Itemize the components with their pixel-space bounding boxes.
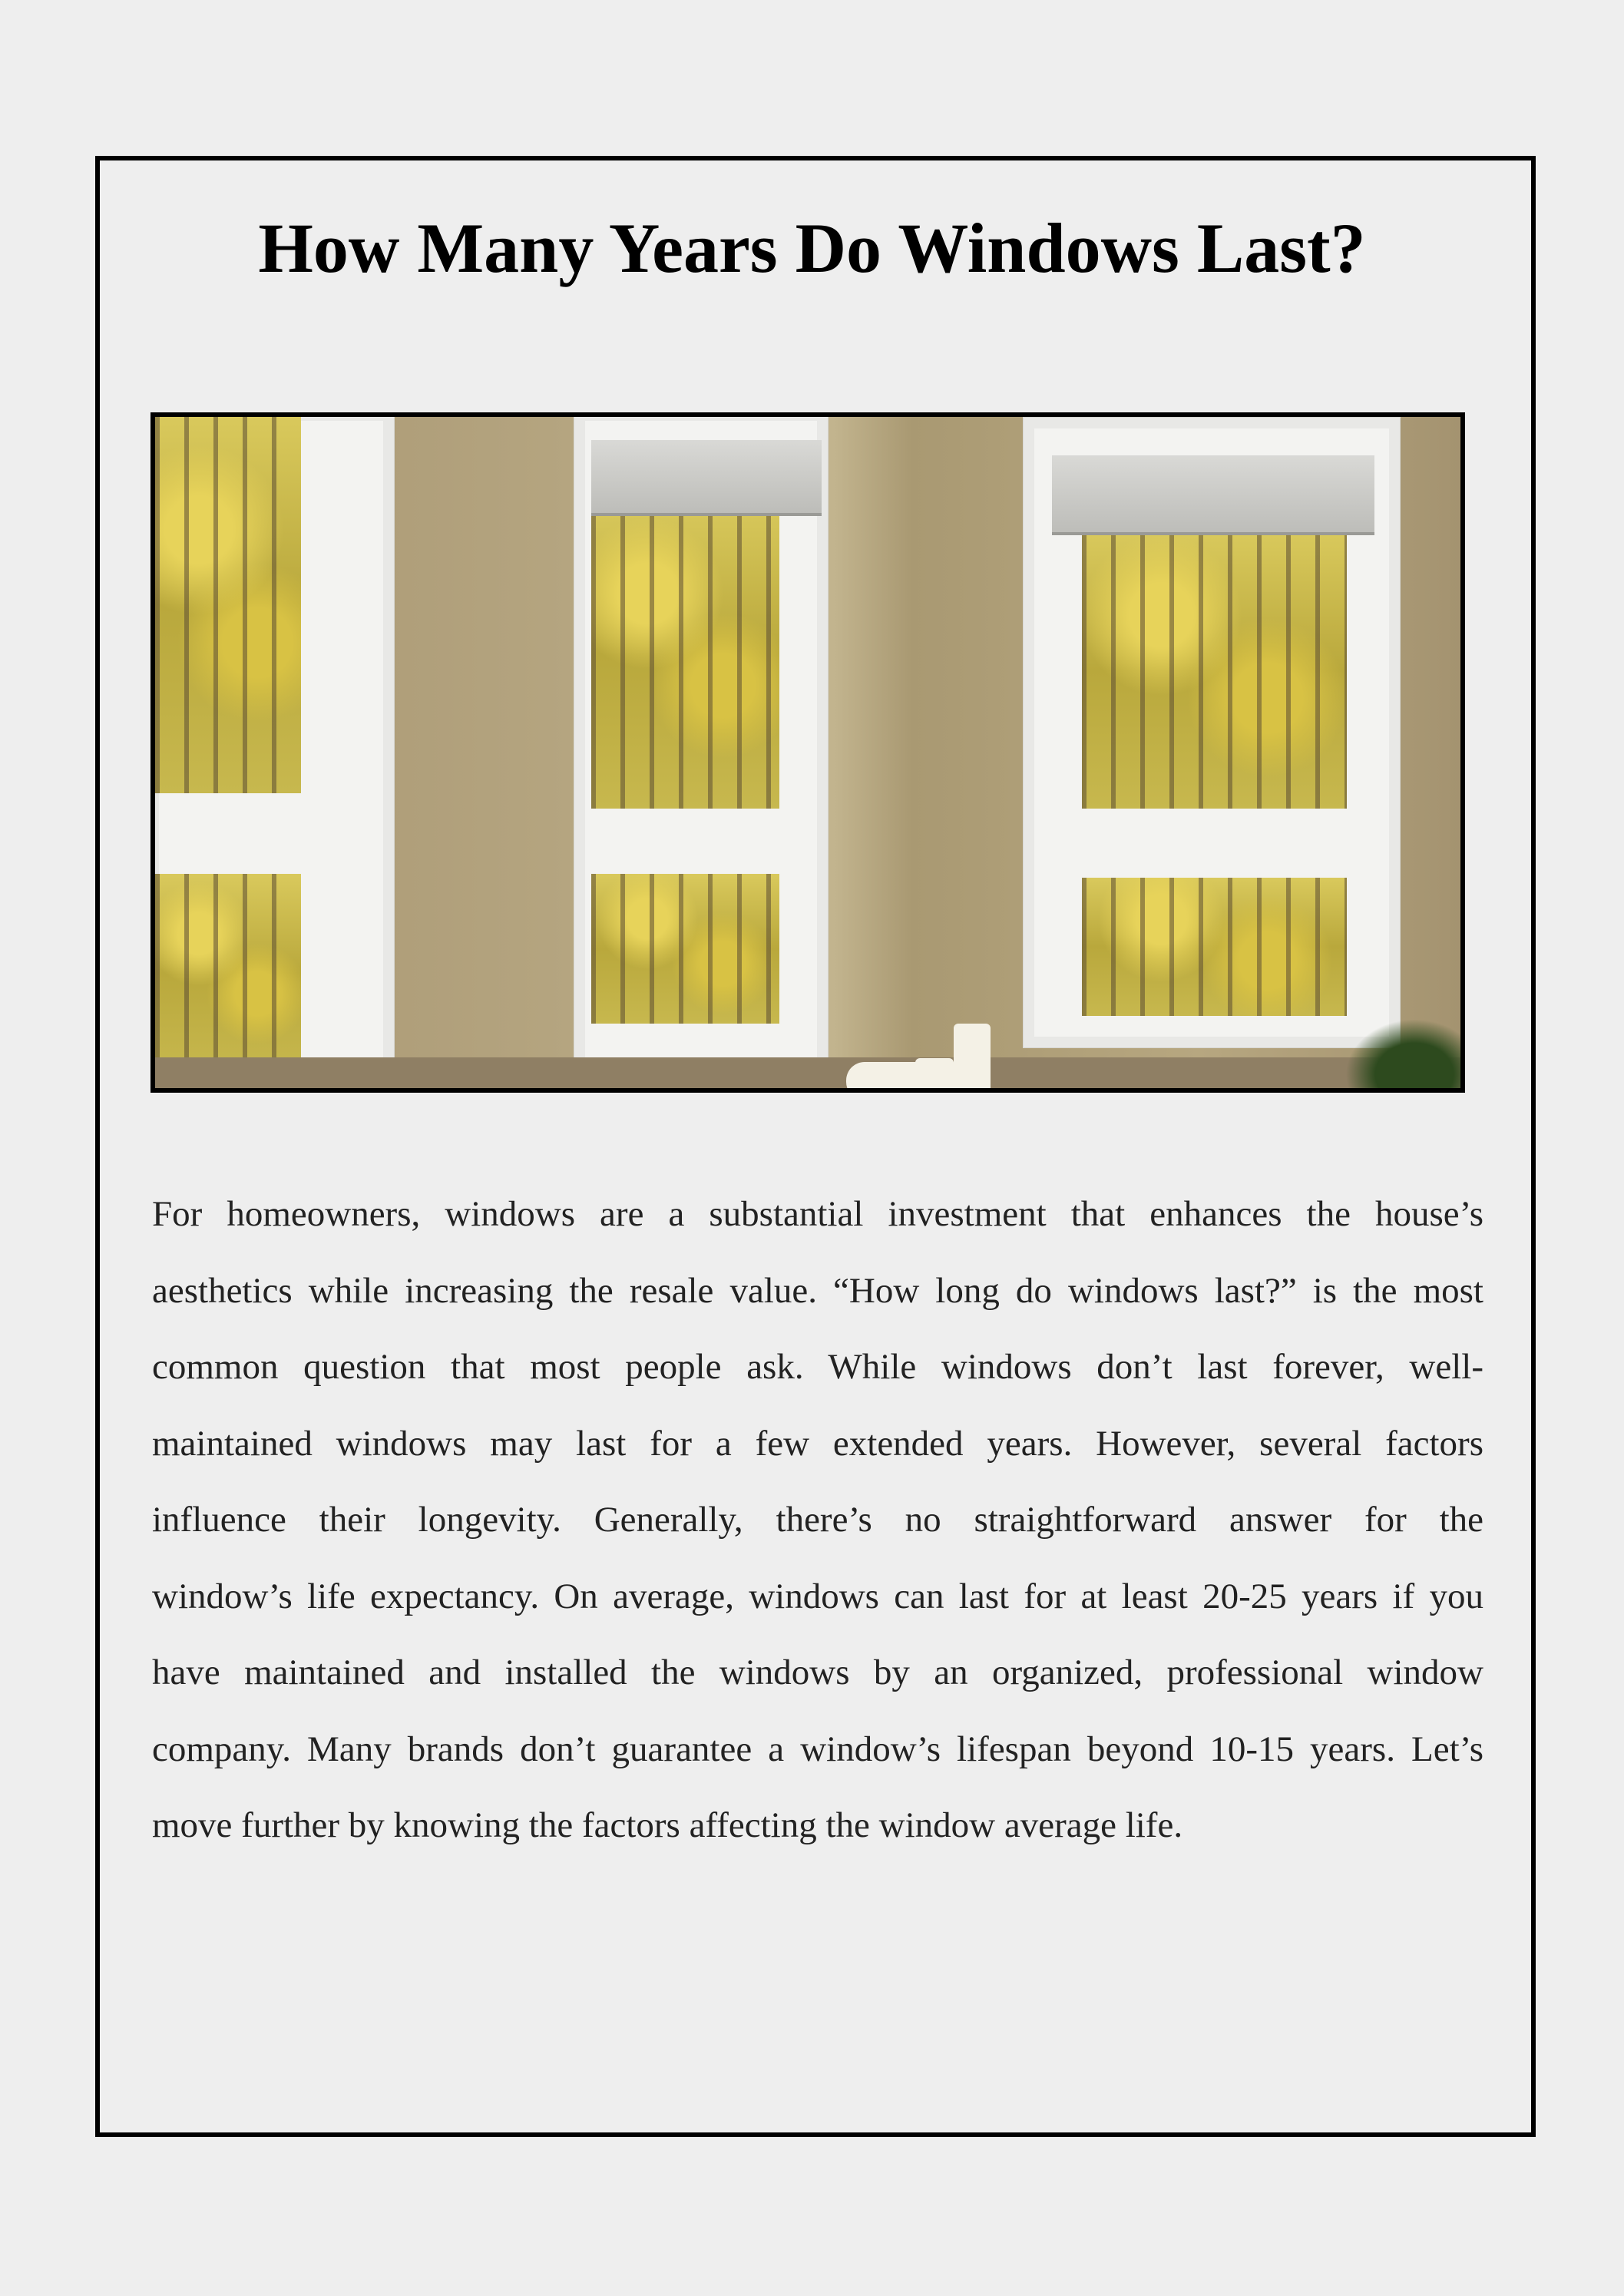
photo-windowsill bbox=[155, 1057, 1460, 1088]
paragraph-line: For homeowners, windows are a substantial investment that enhances the house’s bbox=[152, 1194, 1483, 1234]
photo-window-glass bbox=[591, 874, 779, 1024]
photo-candle bbox=[954, 1024, 991, 1093]
paragraph-line: company. Many brands don’t guarantee a window’s lifespan beyond 10-15 years. Let’s bbox=[152, 1729, 1483, 1769]
paragraph-line: have maintained and installed the windows by an organized, professional window bbox=[152, 1653, 1483, 1692]
photo-window-glass bbox=[1082, 878, 1347, 1016]
photo-window-blind bbox=[591, 440, 822, 516]
paragraph-line: maintained windows may last for a few extended years. However, several factors bbox=[152, 1423, 1483, 1464]
paragraph-line: influence their longevity. Generally, there’s no straightforward answer for the bbox=[152, 1500, 1483, 1540]
paragraph-line: common question that most people ask. While windows don’t last forever, well- bbox=[152, 1347, 1483, 1387]
photo-towel bbox=[846, 1062, 938, 1093]
windows-photo bbox=[150, 412, 1465, 1093]
photo-window-glass bbox=[1082, 532, 1347, 809]
photo-window-blind bbox=[1052, 455, 1374, 535]
page-title: How Many Years Do Windows Last? bbox=[258, 209, 1366, 287]
paragraph-line: move further by knowing the factors affecting the window average life. bbox=[152, 1805, 1183, 1845]
photo-window-glass bbox=[591, 501, 779, 809]
intro-paragraph bbox=[152, 1176, 1483, 1864]
photo-plant bbox=[1345, 1019, 1460, 1088]
paragraph-line: aesthetics while increasing the resale value. “How long do windows last?” is the most bbox=[152, 1270, 1483, 1311]
photo-window-glass bbox=[155, 874, 301, 1074]
paragraph-line: window’s life expectancy. On average, windows can last for at least 20-25 years if you bbox=[152, 1576, 1483, 1616]
photo-window-glass bbox=[155, 417, 301, 793]
